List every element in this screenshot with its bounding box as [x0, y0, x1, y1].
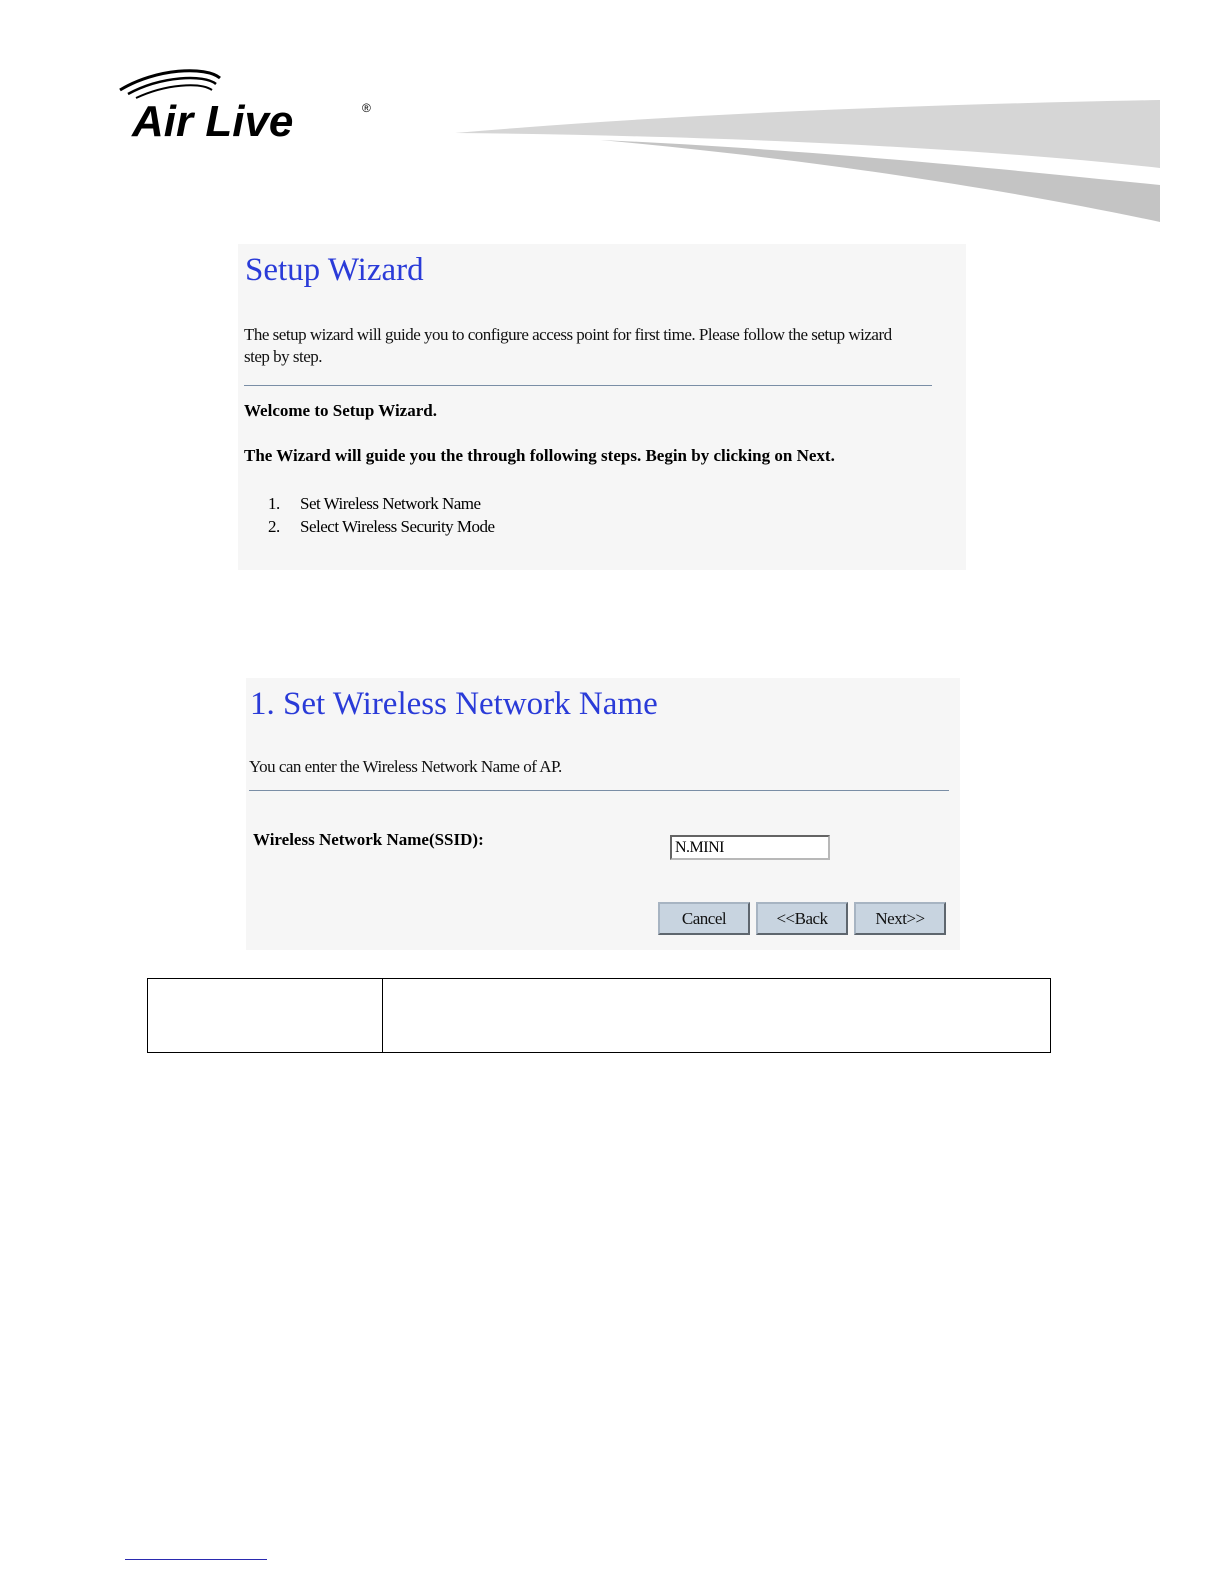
section-title: 1. Set Wireless Network Name — [250, 686, 658, 722]
divider — [249, 790, 949, 791]
ssid-input[interactable] — [670, 835, 830, 860]
table-cell-description — [383, 979, 1051, 1053]
intro-line-1: The setup wizard will guide you to configure access point for first time. Please follow the setup wizard — [244, 325, 892, 344]
footer-link-underline — [125, 1559, 267, 1560]
table-cell-term — [148, 979, 383, 1053]
steps-list — [268, 492, 495, 538]
guide-text: The Wizard will guide you the through following steps. Begin by clicking on Next. — [244, 446, 835, 465]
welcome-heading: Welcome to Setup Wizard. — [244, 401, 437, 420]
page-title: Setup Wizard — [245, 252, 424, 288]
intro-line-2: step by step. — [244, 347, 323, 366]
svg-text:®: ® — [362, 101, 371, 115]
ssid-label: Wireless Network Name(SSID): — [253, 830, 484, 849]
table-row — [148, 979, 1051, 1053]
next-button[interactable]: Next>> — [854, 902, 946, 935]
section-description: You can enter the Wireless Network Name of AP. — [249, 757, 562, 776]
divider — [244, 385, 932, 386]
list-item: 1. Set Wireless Network Name — [268, 494, 481, 513]
airlive-logo — [116, 68, 378, 144]
description-table — [147, 978, 1051, 1053]
back-button[interactable]: <<Back — [756, 902, 848, 935]
list-item: 2. Select Wireless Security Mode — [268, 517, 495, 536]
cancel-button[interactable]: Cancel — [658, 902, 750, 935]
network-name-screenshot — [246, 678, 960, 950]
svg-text:Air Live: Air Live — [132, 97, 294, 144]
setup-wizard-screenshot — [238, 244, 966, 570]
